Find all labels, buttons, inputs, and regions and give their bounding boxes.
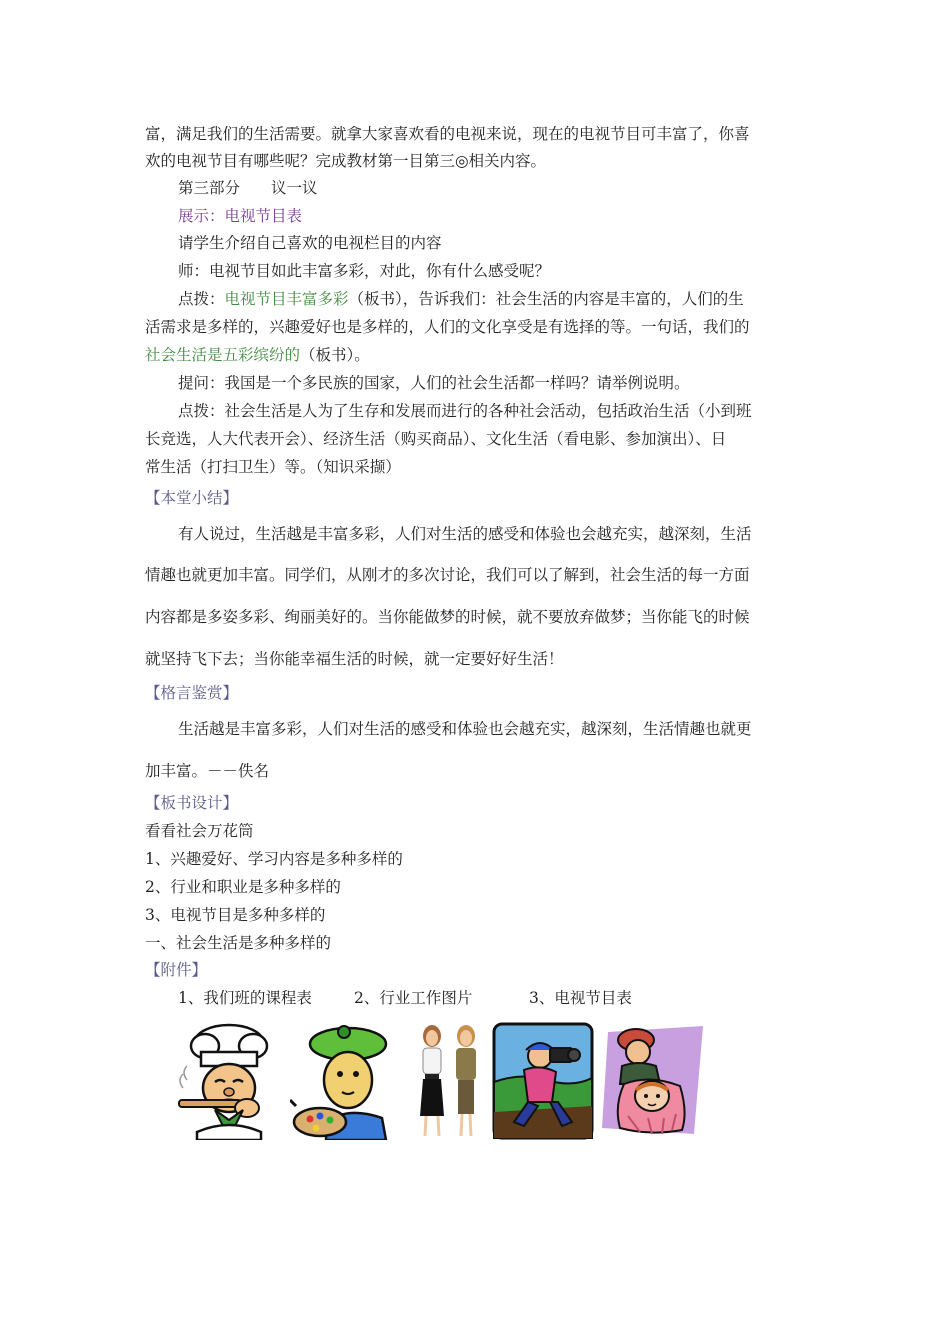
paragraph-line: 富，满足我们的生活需要。就拿大家喜欢看的电视来说，现在的电视节目可丰富了，你喜 bbox=[145, 125, 750, 143]
hint-line bbox=[145, 345, 810, 365]
summary-heading: 【本堂小结】 bbox=[145, 489, 239, 507]
paragraph-line: 情趣也就更加丰富。同学们，从刚才的多次讨论，我们可以了解到，社会生活的每一方面 bbox=[145, 566, 750, 584]
board-item: 2、行业和职业是多种多样的 bbox=[145, 878, 341, 896]
paragraph-line: 长竞选，人大代表开会）、经济生活（购买商品）、文化生活（看电影、参加演出）、日 bbox=[145, 430, 727, 448]
appendix-item: 1、我们班的课程表 bbox=[178, 989, 312, 1007]
show-tv-schedule: 展示：电视节目表 bbox=[178, 207, 303, 225]
part-three-heading: 第三部分 议一议 bbox=[178, 179, 318, 197]
paragraph-line: 请学生介绍自己喜欢的电视栏目的内容 bbox=[178, 234, 442, 252]
hint-prefix: 点拨： bbox=[178, 290, 225, 308]
board-item: 一、社会生活是多种多样的 bbox=[145, 934, 332, 952]
paragraph-line: 内容都是多姿多彩、绚丽美好的。当你能做梦的时候，就不要放弃做梦；当你能飞的时候 bbox=[145, 608, 750, 626]
question-line: 提问：我国是一个多民族的国家，人们的社会生活都一样吗？请举例说明。 bbox=[178, 374, 690, 392]
photographer-image bbox=[492, 1022, 594, 1140]
board-heading: 【板书设计】 bbox=[145, 794, 239, 812]
paragraph-line: 有人说过，生活越是丰富多彩，人们对生活的感受和体验也会越充实，越深刻，生活 bbox=[178, 525, 752, 543]
board-item: 1、兴趣爱好、学习内容是多种多样的 bbox=[145, 850, 403, 868]
appendix-item: 2、行业工作图片 bbox=[354, 989, 473, 1007]
board-text-highlight: 电视节目丰富多彩 bbox=[224, 290, 349, 308]
fashion-models-image bbox=[408, 1022, 493, 1140]
paragraph-line: 就坚持飞下去；当你能幸福生活的时候，就一定要好好生活！ bbox=[145, 650, 564, 668]
chef-image bbox=[175, 1022, 283, 1140]
paragraph-line: 加丰富。－－佚名 bbox=[145, 762, 270, 780]
board-text-highlight: 社会生活是五彩缤纷的 bbox=[145, 346, 301, 364]
hairdresser-image bbox=[598, 1022, 708, 1140]
teacher-question: 师：电视节目如此丰富多彩，对此，你有什么感受呢？ bbox=[178, 262, 551, 280]
paragraph-line: 生活越是丰富多彩，人们对生活的感受和体验也会越充实，越深刻，生活情趣也就更 bbox=[178, 720, 752, 738]
hint-rest: （板书），告诉我们：社会生活的内容是丰富的，人们的生 bbox=[348, 290, 744, 308]
paragraph-line: 欢的电视节目有哪些呢？完成教材第一目第三◎相关内容。 bbox=[145, 152, 547, 170]
painter-image bbox=[290, 1022, 400, 1140]
paragraph-line: 活需求是多样的，兴趣爱好也是多样的，人们的文化享受是有选择的等。一句话，我们的 bbox=[145, 318, 750, 336]
appendix-item: 3、电视节目表 bbox=[529, 989, 632, 1007]
motto-heading: 【格言鉴赏】 bbox=[145, 684, 239, 702]
board-title: 看看社会万花筒 bbox=[145, 822, 254, 840]
hint-rest: （板书）。 bbox=[300, 346, 370, 364]
appendix-heading: 【附件】 bbox=[145, 961, 208, 979]
paragraph-line: 常生活（打扫卫生）等。（知识采撷） bbox=[145, 458, 401, 476]
hint-line bbox=[178, 289, 810, 309]
paragraph-line: 点拨：社会生活是人为了生存和发展而进行的各种社会活动，包括政治生活（小到班 bbox=[178, 402, 752, 420]
board-item: 3、电视节目是多种多样的 bbox=[145, 906, 326, 924]
